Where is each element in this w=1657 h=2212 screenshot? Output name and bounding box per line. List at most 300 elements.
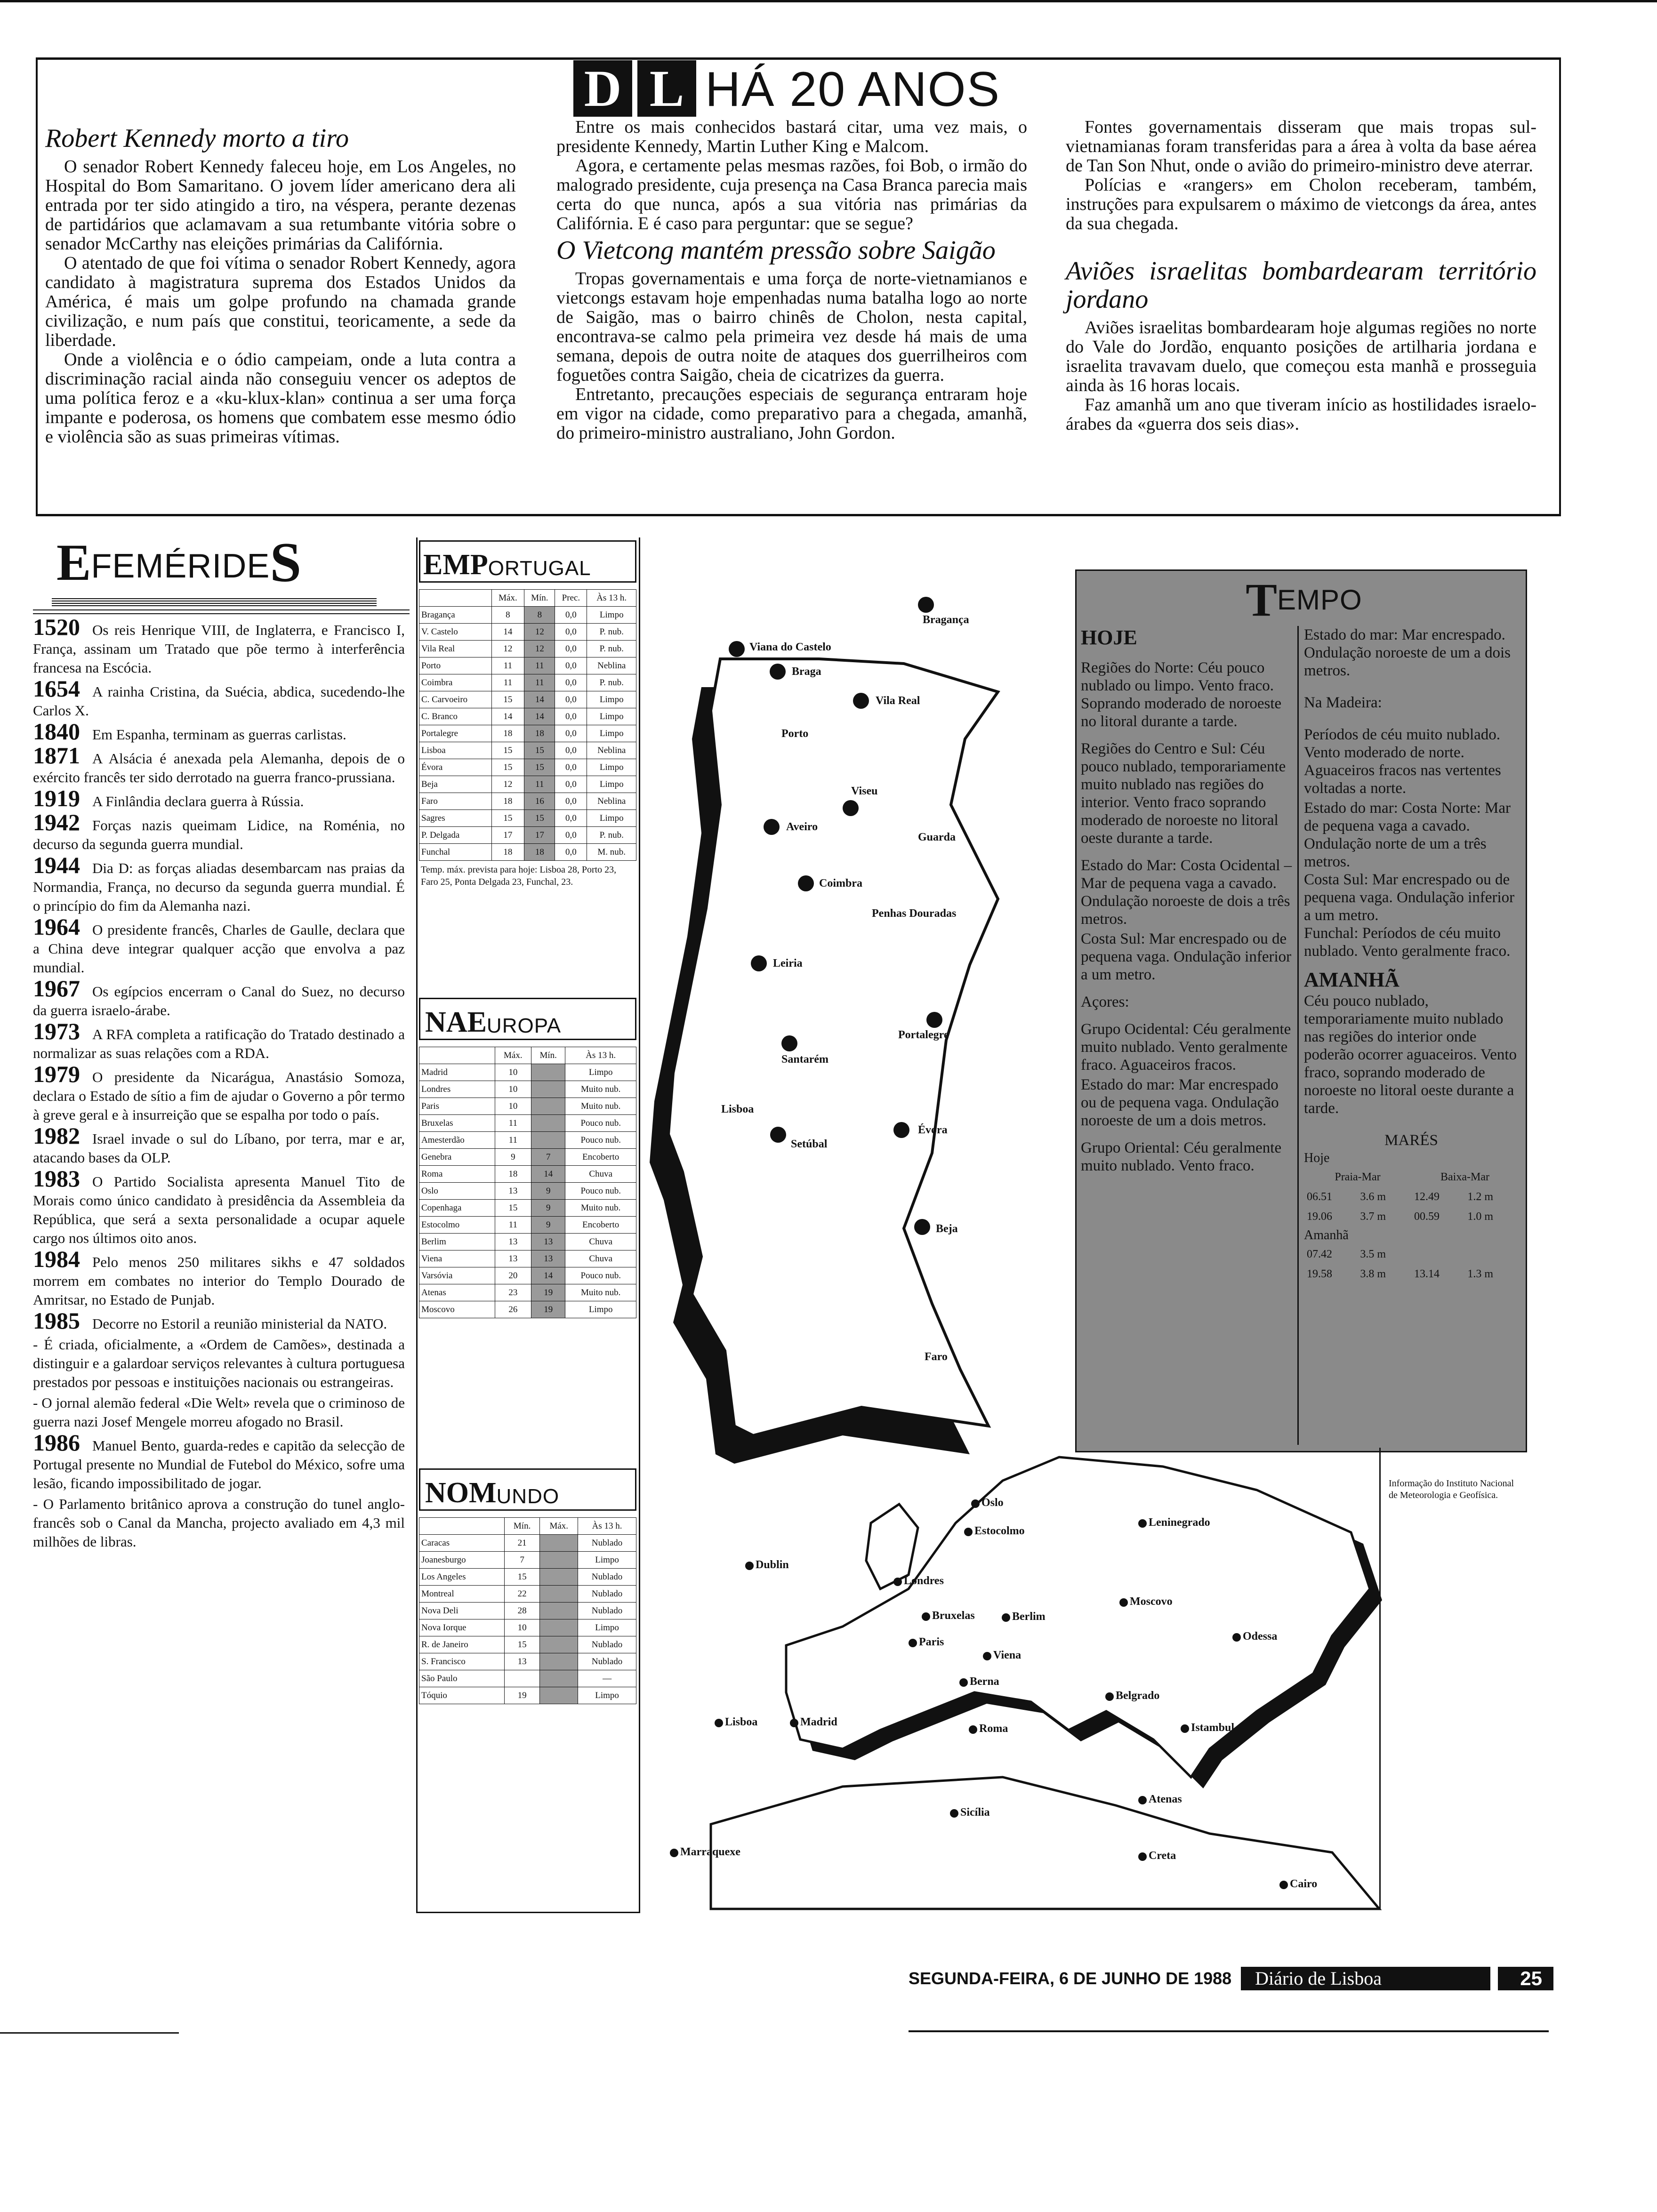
article3-headline: Aviões israelitas bombardearam território jordano bbox=[1066, 256, 1536, 314]
table-city-cell: Genebra bbox=[419, 1149, 495, 1166]
europe-city-label: Atenas bbox=[1149, 1793, 1182, 1805]
efemeride-text: - É criada, oficialmente, a «Ordem de Camões», destinada a distinguir e a galardoar serviços relevantes à cultura portuguesa prestados por pessoas e instituições nacionais ou estrangeiras. bbox=[33, 1336, 405, 1390]
table-cell: 22 bbox=[504, 1586, 540, 1603]
table-cell: Chuva bbox=[565, 1250, 636, 1267]
table-cell: 18 bbox=[524, 725, 555, 742]
table-city-cell: Londres bbox=[419, 1081, 495, 1098]
table-header-cell: Máx. bbox=[495, 1047, 531, 1064]
table-city-cell: Coimbra bbox=[419, 674, 492, 691]
table-city-cell: Los Angeles bbox=[419, 1569, 505, 1586]
portugal-map bbox=[640, 541, 1054, 1483]
efemeride-item bbox=[33, 1122, 405, 1167]
top-frame-rule bbox=[36, 57, 1561, 60]
table-city-cell: Beja bbox=[419, 776, 492, 793]
europe-city-dot bbox=[971, 1499, 980, 1508]
table-cell: 20 bbox=[495, 1267, 531, 1284]
table-cell: Limpo bbox=[587, 607, 636, 624]
table-cell: 15 bbox=[524, 759, 555, 776]
europe-city-dot bbox=[745, 1562, 754, 1570]
mares-cell: 19.58 bbox=[1307, 1268, 1332, 1280]
efemerides-underline bbox=[52, 597, 377, 606]
article1-p4: Entre os mais conhecidos bastará citar, uma vez mais, o presidente Kennedy, Martin Luther King e Malcom. bbox=[556, 117, 1027, 156]
efemeride-item bbox=[33, 1429, 405, 1493]
efemeride-text: Israel invade o sul do Líbano, por terra, mar e ar, atacando bases da OLP. bbox=[33, 1130, 405, 1166]
mares-cell: 06.51 bbox=[1307, 1191, 1332, 1203]
efemeride-text: O Partido Socialista apresenta Manuel Tito de Morais como único candidato à presidência da Assembleia da República, que será a sexta personalidade a ocupar aquele cargo nos últimos oito anos. bbox=[33, 1173, 405, 1246]
mundo-title-no: NO bbox=[425, 1477, 469, 1509]
map-dot-evora bbox=[893, 1122, 909, 1138]
table-cell: 23 bbox=[495, 1284, 531, 1301]
table-cell: 15 bbox=[491, 742, 524, 759]
article3-p2: Faz amanhã um ano que tiveram início as hostilidades israelo-árabes da «guerra dos seis dias». bbox=[1066, 395, 1536, 434]
table-city-cell: C. Branco bbox=[419, 708, 492, 725]
table-cell: Nublado bbox=[578, 1569, 636, 1586]
table-city-cell: Tóquio bbox=[419, 1687, 505, 1704]
map-city-porto: Porto bbox=[781, 728, 809, 740]
table-header-cell: Às 13 h. bbox=[587, 590, 636, 607]
efemeride-item bbox=[33, 914, 405, 977]
mundo-title-m: M bbox=[469, 1477, 497, 1509]
map-city-coimbra: Coimbra bbox=[819, 877, 862, 890]
tempo-grupo-oriental: Grupo Oriental: Céu geralmente muito nublado. Vento fraco. bbox=[1081, 1139, 1282, 1174]
efemeride-item bbox=[33, 1307, 405, 1334]
mares-cell: 07.42 bbox=[1307, 1248, 1332, 1260]
footer-rule bbox=[909, 2030, 1549, 2032]
efemerides-title bbox=[56, 531, 302, 593]
table-cell: 15 bbox=[491, 810, 524, 827]
efemerides-title-first: E bbox=[56, 534, 91, 591]
table-city-cell: Nova Deli bbox=[419, 1603, 505, 1619]
europe-city-dot bbox=[922, 1612, 930, 1621]
mares-cell: 00.59 bbox=[1414, 1210, 1440, 1223]
article2-p2: Entretanto, precauções especiais de segurança entraram hoje em vigor na cidade, como preparativo para a chegada, amanhã, do primeiro-ministro australiano, John Gordon. bbox=[556, 385, 1027, 443]
tempo-estado-mar-acores: Estado do mar: Mar encrespado ou de pequena vaga. Ondulação noroeste de um a dois metros. bbox=[1081, 1076, 1279, 1129]
efemeride-item bbox=[33, 675, 405, 720]
map-city-beja: Beja bbox=[936, 1223, 958, 1235]
article-column-1 bbox=[45, 121, 516, 447]
mares-cell: 3.7 m bbox=[1360, 1210, 1386, 1223]
mares-bm-header: Baixa-Mar bbox=[1440, 1171, 1489, 1183]
tempo-title-small: EMPO bbox=[1277, 584, 1362, 616]
tempo-amanha-text: Céu pouco nublado, temporariamente muito nublado nas regiões do interior onde poderão ocorrer aguaceiros. Vento fraco, soprando moderado de noroeste no litoral oeste durante a tarde. bbox=[1304, 993, 1517, 1117]
europe-city-dot bbox=[715, 1719, 723, 1727]
table-header-cell: Máx. bbox=[540, 1518, 578, 1535]
table-cell: 10 bbox=[504, 1619, 540, 1636]
table-city-cell: Sagres bbox=[419, 810, 492, 827]
table-cell: 15 bbox=[504, 1569, 540, 1586]
efemeride-text: Forças nazis queimam Lidice, na Roménia, no decurso da segunda guerra mundial. bbox=[33, 817, 405, 852]
table-city-cell: Caracas bbox=[419, 1535, 505, 1552]
europe-map bbox=[645, 1448, 1520, 1918]
table-cell: Neblina bbox=[587, 793, 636, 810]
tempo-amanha-label: AMANHÃ bbox=[1304, 968, 1400, 991]
table-cell: Muito nub. bbox=[565, 1081, 636, 1098]
tempo-madeira-text: Períodos de céu muito nublado. Vento moderado de norte. Aguaceiros fracos nas vertentes voltadas a norte. bbox=[1304, 726, 1501, 797]
europe-city-label: Dublin bbox=[756, 1559, 789, 1571]
map-city-braga: Braga bbox=[792, 665, 821, 678]
tempo-costa-sul: Costa Sul: Mar encrespado ou de pequena vaga. Ondulação inferior a um metro. bbox=[1081, 930, 1292, 983]
europa-title-na: NA bbox=[425, 1006, 467, 1038]
table-header-cell: Mín. bbox=[531, 1047, 565, 1064]
efemeride-text: Manuel Bento, guarda-redes e capitão da selecção de Portugal presente no Mundial de Futebol do México, sofre uma lesão, ficando impossibilitado de jogar. bbox=[33, 1437, 405, 1491]
tempo-col2-mar: Estado do mar: Mar encrespado. Ondulação noroeste de um a dois metros. bbox=[1304, 626, 1511, 679]
table-cell: Neblina bbox=[587, 742, 636, 759]
table-city-cell: Madrid bbox=[419, 1064, 495, 1081]
table-city-cell: Bruxelas bbox=[419, 1115, 495, 1132]
table-city-cell: Varsóvia bbox=[419, 1267, 495, 1284]
efemeride-item bbox=[33, 785, 405, 811]
efemerides-list bbox=[33, 614, 405, 1553]
table-cell: 11 bbox=[495, 1132, 531, 1149]
europe-city-dot bbox=[1181, 1724, 1189, 1733]
table-city-cell: Paris bbox=[419, 1098, 495, 1115]
table-cell: 0,0 bbox=[555, 810, 587, 827]
tempo-acores-label: Açores: bbox=[1081, 994, 1129, 1010]
tempo-mares-table-2 bbox=[1304, 1244, 1519, 1284]
efemeride-item bbox=[33, 718, 405, 745]
map-dot-coimbra bbox=[798, 875, 814, 891]
efemeride-item bbox=[33, 1246, 405, 1309]
efemeride-text: Decorre no Estoril a reunião ministerial da NATO. bbox=[92, 1315, 387, 1332]
europe-city-label: Belgrado bbox=[1116, 1690, 1160, 1702]
map-dot-setubal bbox=[770, 1127, 786, 1143]
mares-pm-header: Praia-Mar bbox=[1335, 1171, 1381, 1183]
article2-p4: Polícias e «rangers» em Cholon receberam, também, instruções para expulsarem o máximo de vietcongs da área, antes da sua chegada. bbox=[1066, 175, 1536, 233]
mares-cell bbox=[1464, 1244, 1519, 1264]
table-cell: Encoberto bbox=[565, 1149, 636, 1166]
mares-cell: 12.49 bbox=[1414, 1191, 1440, 1203]
table-cell: 18 bbox=[495, 1166, 531, 1183]
europe-city-dot bbox=[1002, 1613, 1010, 1622]
europe-city-label: Paris bbox=[919, 1636, 944, 1648]
footer-date: SEGUNDA-FEIRA, 6 DE JUNHO DE 1988 bbox=[909, 1969, 1232, 1988]
map-dot-viseu bbox=[843, 800, 859, 816]
article1-p1: O senador Robert Kennedy faleceu hoje, em Los Angeles, no Hospital do Bom Samaritano. O jovem líder americano dera ali entrada por ter sido atingido a tiro, na véspera, perante dezenas de partidários que aclamavam a sua retumbante vitória sobre o senador McCarthy nas eleições primárias da Califórnia. bbox=[45, 157, 516, 254]
table-cell: Limpo bbox=[587, 708, 636, 725]
table-cell: 13 bbox=[504, 1653, 540, 1670]
table-city-cell: Berlim bbox=[419, 1234, 495, 1250]
efemeride-text: O presidente da Nicarágua, Anastásio Somoza, declara o Estado de sítio a fim de ajudar o Governo a pôr termo à greve geral e à insurreição que se espalha por todo o país. bbox=[33, 1069, 405, 1123]
table-cell: P. nub. bbox=[587, 641, 636, 657]
table-cell: 12 bbox=[491, 641, 524, 657]
map-city-leiria: Leiria bbox=[773, 957, 803, 970]
map-city-braganca: Bragança bbox=[923, 614, 969, 626]
europe-city-label: Creta bbox=[1149, 1850, 1176, 1862]
efemeride-text: A RFA completa a ratificação do Tratado destinado a normalizar as suas relações com a RDA. bbox=[33, 1026, 405, 1061]
table-cell: Limpo bbox=[578, 1687, 636, 1704]
table-city-cell: V. Castelo bbox=[419, 624, 492, 641]
efemeride-year: 1944 bbox=[33, 852, 80, 878]
table-cell: 0,0 bbox=[555, 708, 587, 725]
table-cell: 21 bbox=[504, 1535, 540, 1552]
efemeride-year: 1973 bbox=[33, 1018, 80, 1044]
table-cell: 13 bbox=[531, 1250, 565, 1267]
efemeride-text: - O jornal alemão federal «Die Welt» revela que o criminoso de guerra nazi Josef Mengele morreu afogado no Brasil. bbox=[33, 1395, 405, 1430]
table-city-cell: Funchal bbox=[419, 844, 492, 861]
tempo-estado-mar: Estado do Mar: Costa Ocidental – Mar de pequena vaga a cavado. Ondulação noroeste de dois a três metros. bbox=[1081, 857, 1292, 928]
table-cell: 0,0 bbox=[555, 624, 587, 641]
mares-cell: 1.0 m bbox=[1467, 1210, 1494, 1223]
table-cell: Limpo bbox=[587, 810, 636, 827]
map-city-faro: Faro bbox=[925, 1351, 948, 1363]
portugal-map-land bbox=[668, 659, 998, 1435]
table-header-cell: Máx. bbox=[491, 590, 524, 607]
table-cell: 15 bbox=[491, 759, 524, 776]
table-cell: 14 bbox=[491, 624, 524, 641]
map-city-penhas: Penhas Douradas bbox=[872, 907, 957, 920]
article2-p1: Tropas governamentais e uma força de norte-vietnamianos e vietcongs estavam hoje empenhadas numa batalha logo ao norte de Saigão, mas o bairro chinês de Cholon, nesta capital, encontrava-se calmo pela primeira vez desde há mais de uma semana, depois de outra noite de ataques dos guerrilheiros com foguetões contra Saigão, cheia de cicatrizes da guerra. bbox=[556, 269, 1027, 385]
table-cell: 9 bbox=[531, 1217, 565, 1234]
table-cell: 11 bbox=[491, 657, 524, 674]
mares-cell: 3.5 m bbox=[1360, 1248, 1386, 1260]
table-cell: 19 bbox=[531, 1301, 565, 1318]
table-cell: — bbox=[578, 1670, 636, 1687]
table-city-cell: Faro bbox=[419, 793, 492, 810]
article2-headline: O Vietcong mantém pressão sobre Saigão bbox=[556, 236, 996, 265]
mares-cell: 13.14 bbox=[1414, 1268, 1440, 1280]
tempo-col-2 bbox=[1304, 626, 1519, 1284]
table-cell: 11 bbox=[524, 657, 555, 674]
efemeride-item bbox=[33, 809, 405, 854]
banner-logo-l: L bbox=[637, 60, 696, 117]
table-cell: Nublado bbox=[578, 1653, 636, 1670]
table-cell: Chuva bbox=[565, 1166, 636, 1183]
map-dot-beja bbox=[914, 1219, 930, 1235]
table-cell: 0,0 bbox=[555, 725, 587, 742]
map-city-viseu: Viseu bbox=[851, 785, 878, 797]
table-city-cell: S. Francisco bbox=[419, 1653, 505, 1670]
tempo-hoje-norte: Regiões do Norte: Céu pouco nublado ou limpo. Vento fraco. Soprando moderado de noroeste no litoral durante a tarde. bbox=[1081, 659, 1282, 730]
europe-city-label: Odessa bbox=[1243, 1630, 1278, 1643]
article-column-3 bbox=[1066, 118, 1536, 434]
efemerides-double-rule bbox=[33, 609, 410, 614]
efemeride-text: - O Parlamento britânico aprova a construção do tunel anglo-francês sob o Canal da Mancha, projecto avaliado em 4,3 mil milhões de libras. bbox=[33, 1496, 405, 1550]
mares-row bbox=[1304, 1244, 1519, 1264]
efemeride-year: 1985 bbox=[33, 1307, 80, 1334]
table-cell: Muito nub. bbox=[565, 1098, 636, 1115]
table-city-cell: Amesterdão bbox=[419, 1132, 495, 1149]
efemerides-title-last: S bbox=[270, 531, 302, 593]
europe-city-dot bbox=[1232, 1633, 1241, 1642]
table-cell: Chuva bbox=[565, 1234, 636, 1250]
tempo-credit: Informação do Instituto Nacional de Meteorologia e Geofísica. bbox=[1389, 1478, 1514, 1500]
article1-headline: Robert Kennedy morto a tiro bbox=[45, 124, 349, 153]
table-city-cell: Porto bbox=[419, 657, 492, 674]
europe-city-dot bbox=[969, 1725, 977, 1734]
footer-bar bbox=[909, 1966, 1553, 1991]
efemeride-item bbox=[33, 1165, 405, 1248]
table-cell: Nublado bbox=[578, 1586, 636, 1603]
map-city-guarda: Guarda bbox=[918, 831, 956, 843]
efemeride-text: Os reis Henrique VIII, de Inglaterra, e Francisco I, França, assinam um Tratado que põe termo à interferência francesa na Escócia. bbox=[33, 622, 405, 676]
efemeride-item bbox=[33, 614, 405, 677]
efemeride-text: Pelo menos 250 militares sikhs e 47 soldados morrem em combates no interior do Templo Dourado de Amritsar, no Estado de Punjab. bbox=[33, 1254, 405, 1308]
mares-cell: 3.6 m bbox=[1360, 1191, 1386, 1203]
table-city-cell: São Paulo bbox=[419, 1670, 505, 1687]
tables-frame bbox=[416, 537, 640, 1913]
table-cell: 19 bbox=[504, 1687, 540, 1704]
table-cell: 10 bbox=[495, 1064, 531, 1081]
table-cell: Nublado bbox=[578, 1535, 636, 1552]
portugal-title-p: P bbox=[470, 549, 488, 581]
europa-title-e: E bbox=[467, 1006, 487, 1038]
tempo-mares-hoje: Hoje bbox=[1304, 1151, 1330, 1165]
tempo-madeira-sul: Costa Sul: Mar encrespado ou de pequena vaga. Ondulação inferior a um metro. bbox=[1304, 871, 1515, 924]
frame-left bbox=[36, 57, 38, 515]
europa-title-small: UROPA bbox=[486, 1014, 562, 1037]
europe-city-dot bbox=[790, 1719, 798, 1727]
europe-city-dot bbox=[983, 1652, 991, 1660]
efemeride-year: 1967 bbox=[33, 975, 80, 1002]
table-header-cell: Às 13 h. bbox=[565, 1047, 636, 1064]
efemeride-text: A Alsácia é anexada pela Alemanha, depois de o exército francês ter sido derrotado na guerra franco-prussiana. bbox=[33, 750, 405, 785]
efemeride-item bbox=[33, 1495, 405, 1551]
europe-city-dot bbox=[959, 1678, 968, 1687]
table-cell: 0,0 bbox=[555, 657, 587, 674]
tempo-mares-table bbox=[1304, 1167, 1519, 1226]
table-cell: 12 bbox=[524, 641, 555, 657]
map-city-vila-real: Vila Real bbox=[876, 695, 920, 707]
table-cell: 28 bbox=[504, 1603, 540, 1619]
efemeride-text: A rainha Cristina, da Suécia, abdica, sucedendo-lhe Carlos X. bbox=[33, 683, 405, 719]
table-cell: Limpo bbox=[565, 1301, 636, 1318]
efemerides-title-small: FEMÉRIDE bbox=[91, 547, 270, 585]
table-cell: 0,0 bbox=[555, 793, 587, 810]
table-cell: Pouco nub. bbox=[565, 1183, 636, 1200]
map-city-viana: Viana do Castelo bbox=[749, 641, 831, 653]
article-column-2 bbox=[556, 118, 1027, 443]
article3-p1: Aviões israelitas bombardearam hoje algumas regiões no norte do Vale do Jordão, enquanto posições de artilharia jordana e israelita travavam duelo, que começou esta manhã e prosseguia ainda às 16 horas locais. bbox=[1066, 318, 1536, 395]
article2-p3: Fontes governamentais disseram que mais tropas sul-vietnamianas foram transferidas para a área à volta da base aérea de Tan Son Nhut, onde o avião do primeiro-ministro deve aterrar. bbox=[1066, 117, 1536, 176]
table-cell: 11 bbox=[495, 1217, 531, 1234]
table-cell: Limpo bbox=[587, 776, 636, 793]
table-header-cell: Às 13 h. bbox=[578, 1518, 636, 1535]
portugal-title-em: EM bbox=[423, 549, 470, 581]
europe-city-dot bbox=[1105, 1692, 1114, 1701]
efemeride-text: A Finlândia declara guerra à Rússia. bbox=[92, 793, 304, 809]
europe-city-label: Bruxelas bbox=[932, 1610, 975, 1622]
table-city-cell: R. de Janeiro bbox=[419, 1636, 505, 1653]
efemeride-item bbox=[33, 1061, 405, 1124]
tempo-mares-amanha: Amanhã bbox=[1304, 1228, 1349, 1242]
efemeride-text: Os egípcios encerram o Canal do Suez, no decurso da guerra israelo-árabe. bbox=[33, 983, 405, 1018]
europe-city-label: Leninegrado bbox=[1149, 1516, 1210, 1529]
table-cell: 14 bbox=[524, 708, 555, 725]
table-cell: P. nub. bbox=[587, 827, 636, 844]
table-cell: 0,0 bbox=[555, 827, 587, 844]
table-cell: P. nub. bbox=[587, 624, 636, 641]
table-city-cell: Joanesburgo bbox=[419, 1552, 505, 1569]
efemeride-year: 1982 bbox=[33, 1122, 80, 1149]
map-city-lisboa: Lisboa bbox=[721, 1103, 754, 1115]
efemeride-item bbox=[33, 1335, 405, 1392]
efemeride-year: 1840 bbox=[33, 718, 80, 745]
table-cell: 14 bbox=[524, 691, 555, 708]
portugal-title-small: ORTUGAL bbox=[488, 557, 591, 580]
tempo-grupo-ocidental: Grupo Ocidental: Céu geralmente muito nublado. Vento geralmente fraco. Aguaceiros fracos. bbox=[1081, 1021, 1291, 1074]
tempo-col-1 bbox=[1081, 626, 1294, 1175]
table-header-cell: Prec. bbox=[555, 590, 587, 607]
table-cell: 15 bbox=[491, 691, 524, 708]
table-cell: 7 bbox=[531, 1149, 565, 1166]
europe-city-label: Viena bbox=[993, 1649, 1022, 1661]
table-cell: Muito nub. bbox=[565, 1200, 636, 1217]
europe-city-dot bbox=[909, 1639, 917, 1647]
table-cell: 8 bbox=[524, 607, 555, 624]
europe-city-label: Sicília bbox=[960, 1806, 990, 1819]
table-cell: 19 bbox=[531, 1284, 565, 1301]
efemeride-item bbox=[33, 1018, 405, 1063]
tempo-madeira-label: Na Madeira: bbox=[1304, 694, 1382, 711]
portugal-footnote: Temp. máx. prevista para hoje: Lisboa 28, Porto 23, Faro 25, Ponta Delgada 23, Funchal, 23. bbox=[421, 865, 617, 887]
europe-city-label: Moscovo bbox=[1130, 1595, 1173, 1608]
tempo-madeira-mar: Estado do mar: Costa Norte: Mar de pequena vaga a cavado. Ondulação norte de um a três metros. bbox=[1304, 800, 1511, 870]
europe-city-dot bbox=[1119, 1598, 1128, 1607]
efemeride-text: Em Espanha, terminam as guerras carlistas. bbox=[92, 726, 346, 743]
tempo-title bbox=[1205, 574, 1403, 626]
table-city-cell: Nova Iorque bbox=[419, 1619, 505, 1636]
table-cell: 9 bbox=[495, 1149, 531, 1166]
efemeride-item bbox=[33, 852, 405, 915]
europe-city-label: Oslo bbox=[981, 1497, 1004, 1509]
mares-cell: 19.06 bbox=[1307, 1210, 1332, 1223]
table-cell: 13 bbox=[531, 1234, 565, 1250]
table-cell: 13 bbox=[495, 1234, 531, 1250]
europe-city-dot bbox=[1279, 1881, 1288, 1889]
efemeride-year: 1871 bbox=[33, 742, 80, 769]
europe-city-label: Estocolmo bbox=[974, 1525, 1025, 1537]
table-cell: 8 bbox=[491, 607, 524, 624]
table-cell: Nublado bbox=[578, 1603, 636, 1619]
table-cell: 7 bbox=[504, 1552, 540, 1569]
table-cell: 12 bbox=[491, 776, 524, 793]
table-cell: 11 bbox=[491, 674, 524, 691]
table-cell: Encoberto bbox=[565, 1217, 636, 1234]
table-cell: 0,0 bbox=[555, 641, 587, 657]
table-cell: 11 bbox=[524, 674, 555, 691]
table-cell: Limpo bbox=[587, 759, 636, 776]
europe-city-label: Marraquexe bbox=[680, 1846, 740, 1858]
efemeride-year: 1919 bbox=[33, 785, 80, 811]
mares-cell: 3.8 m bbox=[1360, 1268, 1386, 1280]
table-cell: 13 bbox=[495, 1183, 531, 1200]
table-cell: P. nub. bbox=[587, 674, 636, 691]
europe-city-dot bbox=[1138, 1519, 1147, 1528]
article1-p2: O atentado de que foi vítima o senador Robert Kennedy, agora candidato à magistratura suprema dos Estados Unidos da América, é mais um golpe profundo na chamada grande civilização, e num país que constitui, teoricamente, a sede da liberdade. bbox=[45, 253, 516, 350]
efemeride-year: 1964 bbox=[33, 914, 80, 940]
table-city-cell: Bragança bbox=[419, 607, 492, 624]
table-cell: Limpo bbox=[587, 725, 636, 742]
banner bbox=[573, 60, 1086, 117]
map-city-santarem: Santarém bbox=[781, 1053, 828, 1066]
table-city-cell: Viena bbox=[419, 1250, 495, 1267]
tempo-funchal: Funchal: Períodos de céu muito nublado. Vento geralmente fraco. bbox=[1304, 925, 1511, 960]
table-cell: 10 bbox=[495, 1098, 531, 1115]
tempo-title-t: T bbox=[1246, 574, 1277, 626]
europe-city-dot bbox=[1138, 1796, 1147, 1804]
table-cell: 18 bbox=[491, 844, 524, 861]
mares-cell: 1.2 m bbox=[1467, 1191, 1494, 1203]
europe-city-dot bbox=[964, 1528, 973, 1536]
table-city-cell: Évora bbox=[419, 759, 492, 776]
table-cell: 15 bbox=[524, 742, 555, 759]
table-cell: Pouco nub. bbox=[565, 1267, 636, 1284]
europe-city-label: Lisboa bbox=[725, 1716, 758, 1728]
europe-city-label: Berlim bbox=[1012, 1611, 1046, 1623]
table-city-cell: P. Delgada bbox=[419, 827, 492, 844]
table-cell: 11 bbox=[495, 1115, 531, 1132]
banner-logo-d: D bbox=[573, 60, 632, 117]
